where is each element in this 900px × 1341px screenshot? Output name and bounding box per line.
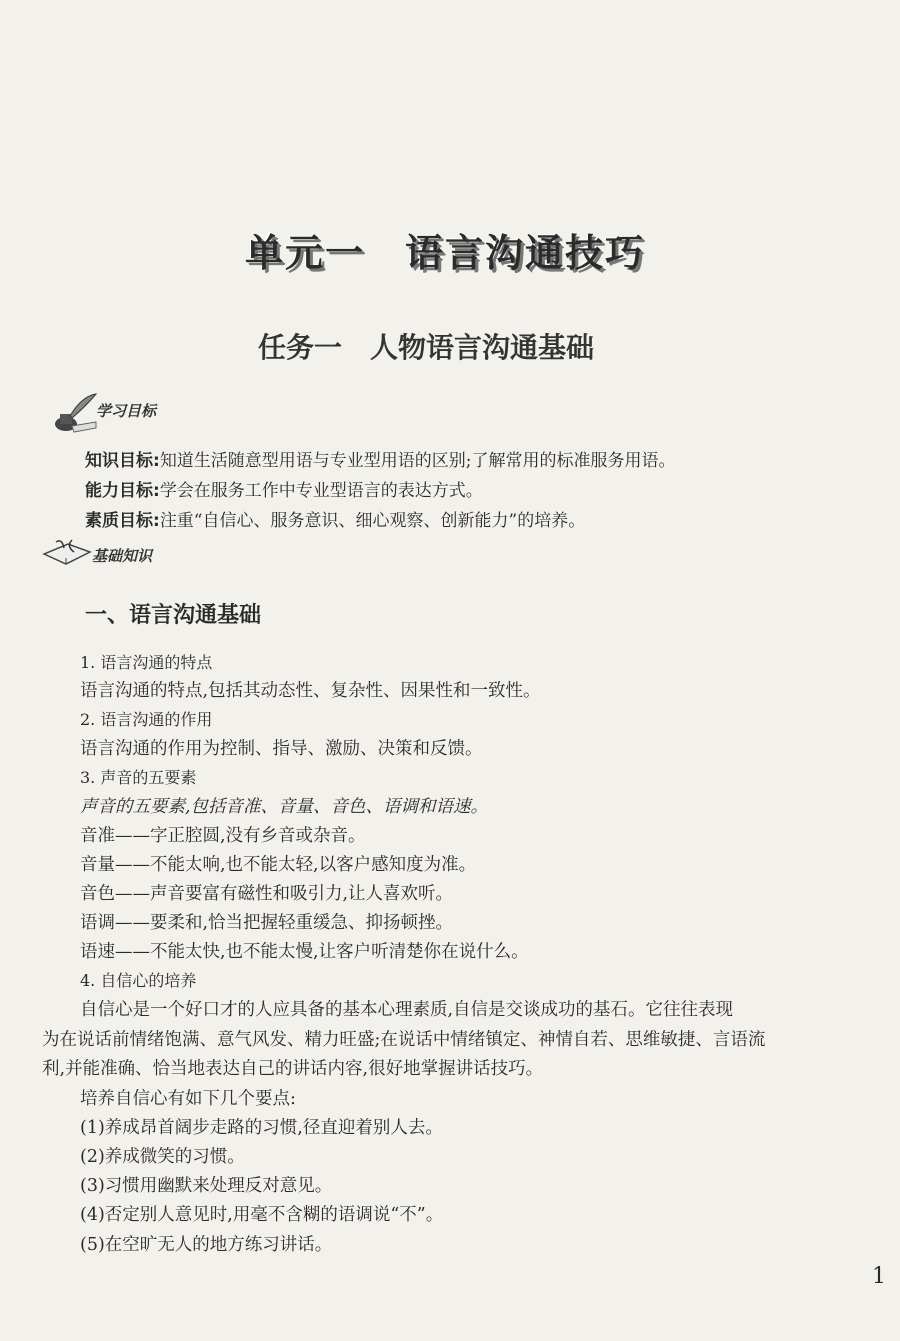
page-number: 1: [872, 1264, 886, 1289]
body-line: 语言沟通的作用为控制、指导、激励、决策和反馈。: [80, 739, 483, 759]
body-line: 音色——声音要富有磁性和吸引力,让人喜欢听。: [80, 884, 454, 904]
learning-goals-label: 学习目标: [96, 402, 157, 420]
body-line: 语速——不能太快,也不能太慢,让客户听清楚你在说什么。: [80, 942, 529, 962]
body-line: 语调——要柔和,恰当把握轻重缓急、抑扬顿挫。: [80, 913, 454, 933]
points-intro: 培养自信心有如下几个要点:: [80, 1089, 296, 1109]
list-item: (5)在空旷无人的地方练习讲话。: [80, 1235, 333, 1255]
paragraph-line: 为在说话前情绪饱满、意气风发、精力旺盛;在说话中情绪镇定、神情自若、思维敏捷、言语流: [42, 1030, 766, 1050]
task-title: 任务一 人物语言沟通基础: [258, 331, 595, 364]
subheading: 1. 语言沟通的特点: [80, 653, 213, 672]
paragraph-line: 利,并能准确、恰当地表达自己的讲话内容,很好地掌握讲话技巧。: [42, 1059, 544, 1079]
goal-ability: 能力目标:学会在服务工作中专业型语言的表达方式。: [85, 481, 483, 501]
subheading: 3. 声音的五要素: [80, 768, 197, 787]
section-heading: 一、语言沟通基础: [85, 603, 262, 628]
subheading: 2. 语言沟通的作用: [80, 710, 213, 729]
goal-quality: 素质目标:注重“自信心、服务意识、细心观察、创新能力”的培养。: [85, 511, 586, 531]
body-line: 音量——不能太响,也不能太轻,以客户感知度为准。: [80, 855, 477, 875]
paragraph-line: 自信心是一个好口才的人应具备的基本心理素质,自信是交谈成功的基石。它往往表现: [80, 1000, 734, 1020]
goal-knowledge: 知识目标:知道生活随意型用语与专业型用语的区别;了解常用的标准服务用语。: [85, 451, 676, 471]
body-line: 音准——字正腔圆,没有乡音或杂音。: [80, 826, 366, 846]
list-item: (2)养成微笑的习惯。: [80, 1147, 245, 1167]
body-line: 声音的五要素,包括音准、音量、音色、语调和语速。: [80, 797, 489, 817]
open-book-icon: [42, 538, 92, 572]
list-item: (3)习惯用幽默来处理反对意见。: [80, 1176, 333, 1196]
body-line: 语言沟通的特点,包括其动态性、复杂性、因果性和一致性。: [80, 681, 541, 701]
unit-title: 单元一 语言沟通技巧: [245, 231, 646, 275]
subheading: 4. 自信心的培养: [80, 971, 197, 990]
quill-inkwell-icon: [52, 392, 98, 438]
list-item: (4)否定别人意见时,用毫不含糊的语调说“不”。: [80, 1205, 444, 1225]
list-item: (1)养成昂首阔步走路的习惯,径直迎着别人去。: [80, 1118, 443, 1138]
basic-knowledge-label: 基础知识: [92, 547, 153, 565]
